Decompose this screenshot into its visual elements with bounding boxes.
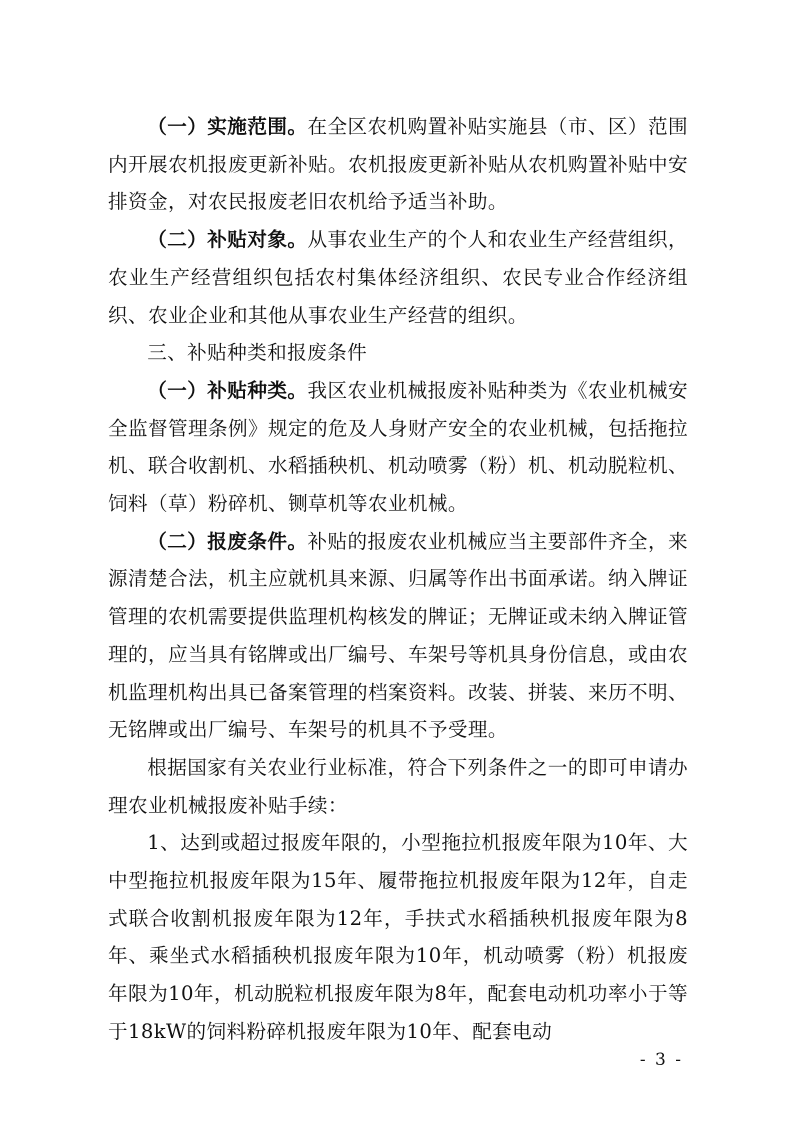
paragraph-intro: 根据国家有关农业行业标准，符合下列条件之一的即可申请办理农业机械报废补贴手续： — [108, 755, 688, 817]
document-body — [108, 108, 688, 1051]
paragraph-lead: （二）报废条件。 — [147, 529, 308, 553]
page-number: - 3 - — [639, 1050, 683, 1070]
list-item: 1、达到或超过报废年限的，小型拖拉机报废年限为10年、大中型拖拉机报废年限为15年、履带拖拉机报废年限为12年，自走式联合收割机报废年限为12年，手扶式水稻插秧机报废年限为8年、乘坐式水稻插秧机报废年限为10年，机动喷雾（粉）机报废年限为10年，机动脱粒机报废年限为8年，配套电动机功率小于等于18kW的饲料粉碎机报废年限为10年、配套电动 — [108, 831, 688, 1043]
paragraph-text: 补贴的报废农业机械应当主要部件齐全，来源清楚合法，机主应就机具来源、归属等作出书面承诺。纳入牌证管理的农机需要提供监理机构核发的牌证；无牌证或未纳入牌证管理的，应当具有铭牌或出厂编号、车架号等机具身份信息，或由农机监理机构出具已备案管理的档案资料。改装、拼装、来历不明、无铭牌或出厂编号、车架号的机具不予受理。 — [108, 529, 688, 742]
section-heading: 三、补贴种类和报废条件 — [147, 341, 368, 365]
paragraph-subsidy-recipients — [108, 221, 688, 334]
paragraph-implementation-scope — [108, 108, 688, 221]
paragraph-lead: （一）实施范围。 — [147, 115, 308, 138]
paragraph-lead: （二）补贴对象。 — [147, 228, 308, 252]
paragraph-text: 从事农业生产的个人和农业生产经营组织，农业生产经营组织包括农村集体经济组织、农民专业合作经济组织、农业企业和其他从事农业生产经营的组织。 — [108, 228, 688, 327]
paragraph-text: 我区农业机械报废补贴种类为《农业机械安全监督管理条例》规定的危及人身财产安全的农业机械，包括拖拉机、联合收割机、水稻插秧机、机动喷雾（粉）机、机动脱粒机、饲料（草）粉碎机、铡草机等农业机械。 — [108, 378, 688, 516]
paragraph-lead: （一）补贴种类。 — [147, 378, 308, 402]
paragraph-subsidy-types — [108, 372, 688, 523]
paragraph-scrap-conditions — [108, 523, 688, 749]
paragraph-text: 在全区农机购置补贴实施县（市、区）范围内开展农机报废更新补贴。农机报废更新补贴从农机购置补贴中安排资金，对农民报废老旧农机给予适当补助。 — [108, 115, 688, 214]
